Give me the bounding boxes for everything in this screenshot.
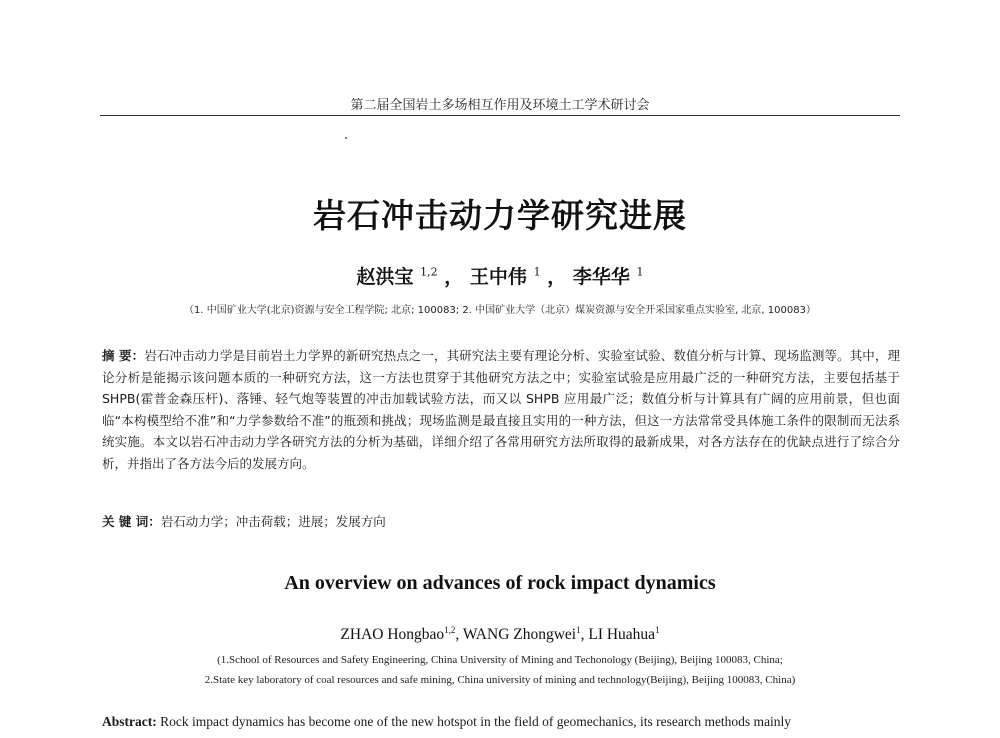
abstract-en <box>102 714 900 730</box>
author-separator: , <box>455 626 463 644</box>
author-affil-sup: 1 <box>636 265 644 279</box>
conference-header: 第二届全国岩土多场相互作用及环境土工学术研讨会 <box>350 98 650 113</box>
author-en: ZHAO Hongbao <box>340 626 445 644</box>
keywords-cn-label: 关 键 词： <box>102 514 161 529</box>
affiliation-en-line-2: 2.State key laboratory of coal resources and safe mining, China university of mining and technology(Beijing), Beijing 100083, China) <box>204 674 796 686</box>
abstract-en-label: Abstract: <box>102 714 157 729</box>
author-separator: ， <box>444 266 464 288</box>
author-separator: ， <box>547 266 567 288</box>
author-affil-sup: 1,2 <box>420 265 438 279</box>
abstract-en-text: Rock impact dynamics has become one of the new hotspot in the field of geomechanics, its research methods mainly <box>160 714 792 729</box>
affiliation-en-line-1: (1.School of Resources and Safety Engineering, China University of Mining and Techonology (Beijing), Beijing 100083, China; <box>217 654 783 666</box>
author-affil-sup: 1 <box>576 625 581 635</box>
header-rule <box>100 115 900 116</box>
author-cn: 李华华 <box>572 266 630 288</box>
keywords-cn-text: 岩石动力学；冲击荷载；进展；发展方向 <box>160 514 386 529</box>
scan-speck <box>345 137 347 139</box>
authors-en <box>0 625 1000 644</box>
abstract-cn-label: 摘 要： <box>102 348 145 363</box>
author-cn: 赵洪宝 <box>356 266 414 288</box>
abstract-cn <box>102 345 900 474</box>
author-separator: , <box>580 626 589 644</box>
abstract-cn-text: 岩石冲击动力学是目前岩土力学界的新研究热点之一，其研究法主要有理论分析、实验室试验、数值分析与计算、现场监测等。其中，理论分析是能揭示该问题本质的一种研究方法，这一方法也贯穿于其他研究方法之中；实验室试验是应用最广泛的一种研究方法，主要包括基于 SHPB(霍普金森压杆)、落锤、轻气炮等装置的冲击加载试验方法，而又以 SHPB 应用最广泛；数值分析与计算具有广阔的应用前景，但也面临“本构模型给不准”和“力学参数给不准”的瓶颈和挑战；现场监测是最直接且实用的一种方法，但这一方法常常受具体施工条件的限制而无法系统实施。本文以岩石冲击动力学各研究方法的分析为基础，详细介绍了各常用研究方法所取得的最新成果，对各方法存在的优缺点进行了综合分析，并指出了各方法今后的发展方向。 <box>102 348 900 471</box>
affiliation-cn: （1. 中国矿业大学(北京)资源与安全工程学院; 北京; 100083; 2. 中国矿业大学（北京）煤炭资源与安全开采国家重点实验室, 北京, 100083） <box>184 305 816 316</box>
paper-title-cn: 岩石冲击动力学研究进展 <box>313 196 687 235</box>
author-affil-sup: 1,2 <box>444 625 456 635</box>
author-en: WANG Zhongwei <box>462 626 577 644</box>
paper-title-en: An overview on advances of rock impact dynamics <box>284 572 716 594</box>
author-en: LI Huahua <box>588 626 656 644</box>
author-affil-sup: 1 <box>655 625 660 635</box>
keywords-cn <box>102 512 900 530</box>
authors-cn <box>0 262 1000 289</box>
author-affil-sup: 1 <box>533 265 541 279</box>
author-cn: 王中伟 <box>469 266 527 288</box>
